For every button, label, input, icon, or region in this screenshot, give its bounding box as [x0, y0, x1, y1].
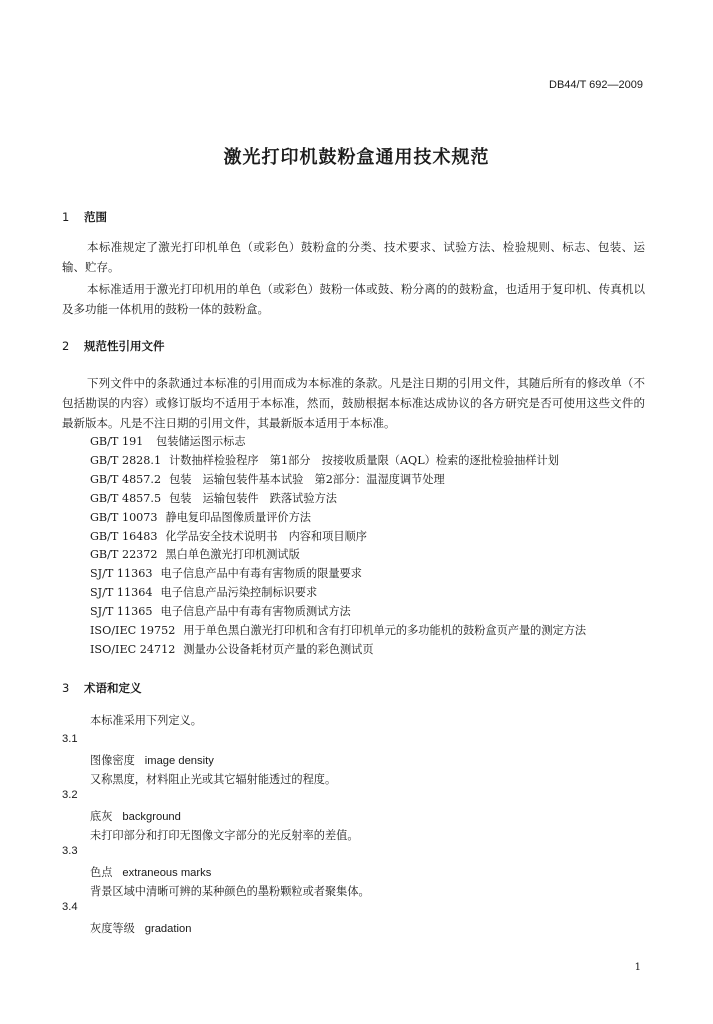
- term-name: [90, 920, 191, 936]
- term-english: image density: [144, 755, 214, 767]
- section-1-paragraph-1: 本标准规定了激光打印机单色（或彩色）鼓粉盒的分类、技术要求、试验方法、检验规则、标志、包装、运输、贮存。: [62, 240, 645, 274]
- reference-code: ISO/IEC 19752: [90, 624, 176, 637]
- reference-item: [90, 603, 351, 619]
- reference-title: 电子信息产品污染控制标识要求: [160, 586, 318, 600]
- term-chinese: 图像密度: [90, 754, 135, 767]
- term-definition: 背景区域中清晰可辨的某种颜色的墨粉颗粒或者聚集体。: [90, 885, 370, 898]
- term-name: [90, 752, 214, 768]
- document-title: 激光打印机鼓粉盒通用技术规范: [223, 147, 490, 168]
- reference-code: GB/T 22372: [90, 548, 158, 562]
- section-title: 规范性引用文件: [84, 339, 165, 353]
- reference-item: [90, 471, 445, 487]
- reference-title: 静电复印品图像质量评价方法: [165, 510, 311, 524]
- standard-code: DB44/T 692—2009: [549, 79, 643, 91]
- reference-title: 化学品安全技术说明书 内容和项目顺序: [165, 529, 367, 543]
- reference-code: SJ/T 11364: [90, 586, 153, 600]
- reference-item: [90, 433, 246, 449]
- reference-title: 用于单色黑白激光打印机和含有打印机单元的多功能机的鼓粉盒页产量的测定方法: [183, 624, 587, 637]
- term-number: 3.2: [62, 789, 78, 801]
- term-english: gradation: [144, 923, 192, 935]
- reference-code: SJ/T 11363: [90, 567, 153, 581]
- reference-item: [90, 565, 362, 581]
- reference-item: [90, 509, 311, 525]
- term-definition: 又称黑度，材料阻止光或其它辐射能透过的程度。: [90, 773, 337, 786]
- reference-item: [90, 546, 300, 562]
- term-chinese: 底灰: [90, 810, 113, 823]
- section-number: 2: [62, 339, 70, 353]
- reference-item: [90, 528, 367, 544]
- term-english: extraneous marks: [122, 867, 212, 879]
- reference-code: GB/T 4857.2: [90, 472, 162, 486]
- reference-item: [90, 641, 374, 657]
- term-name: [90, 808, 181, 824]
- reference-code: GB/T 2828.1: [90, 453, 162, 467]
- reference-item: [90, 622, 586, 638]
- reference-code: SJ/T 11365: [90, 605, 153, 619]
- section-2-heading: [62, 338, 165, 354]
- reference-title: 测量办公设备耗材页产量的彩色测试页: [183, 642, 374, 656]
- section-3-heading: [62, 680, 142, 696]
- reference-code: GB/T 16483: [90, 529, 158, 543]
- reference-code: ISO/IEC 24712: [90, 642, 176, 656]
- reference-item: [90, 584, 317, 600]
- reference-code: GB/T 191: [90, 435, 144, 448]
- section-number: 1: [62, 210, 70, 224]
- section-3-intro: 本标准采用下列定义。: [90, 714, 202, 727]
- section-2-intro: 下列文件中的条款通过本标准的引用而成为本标准的条款。凡是注日期的引用文件，其随后所有的修改单（不包括勘误的内容）或修订版均不适用于本标准，然而，鼓励根据本标准达成协议的各方研究是否可使用这些文件的最新版本。凡是不注日期的引用文件，其最新版本适用于本标准。: [62, 376, 645, 430]
- reference-title: 包装 运输包装件 跌落试验方法: [169, 491, 337, 505]
- term-definition: 未打印部分和打印无图像文字部分的光反射率的差值。: [90, 829, 359, 842]
- term-english: background: [122, 811, 181, 823]
- reference-title: 黑白单色激光打印机测试版: [165, 548, 300, 562]
- term-name: [90, 864, 211, 880]
- reference-title: 电子信息产品中有毒有害物质的限量要求: [160, 567, 362, 581]
- term-chinese: 灰度等级: [90, 922, 135, 935]
- reference-code: GB/T 10073: [90, 510, 158, 524]
- reference-title: 计数抽样检验程序 第1部分 按接收质量限（AQL）检索的逐批检验抽样计划: [169, 453, 559, 467]
- section-1-paragraph-2: 本标准适用于激光打印机用的单色（或彩色）鼓粉一体或鼓、粉分离的的鼓粉盒，也适用于复印机、传真机以及多功能一体机用的鼓粉一体的鼓粉盒。: [62, 282, 645, 316]
- reference-item: [90, 452, 559, 468]
- page-number: 1: [634, 962, 641, 973]
- reference-title: 电子信息产品中有毒有害物质测试方法: [160, 605, 351, 619]
- section-number: 3: [62, 681, 70, 695]
- term-chinese: 色点: [90, 866, 113, 879]
- reference-title: 包装 运输包装件基本试验 第2部分：温湿度调节处理: [169, 472, 445, 486]
- section-title: 范围: [84, 210, 107, 224]
- reference-item: [90, 490, 337, 506]
- term-number: 3.1: [62, 733, 78, 745]
- term-number: 3.3: [62, 845, 78, 857]
- section-1-heading: [62, 209, 107, 225]
- section-title: 术语和定义: [84, 681, 142, 695]
- reference-title: 包装储运图示标志: [156, 435, 246, 448]
- reference-code: GB/T 4857.5: [90, 491, 162, 505]
- term-number: 3.4: [62, 901, 78, 913]
